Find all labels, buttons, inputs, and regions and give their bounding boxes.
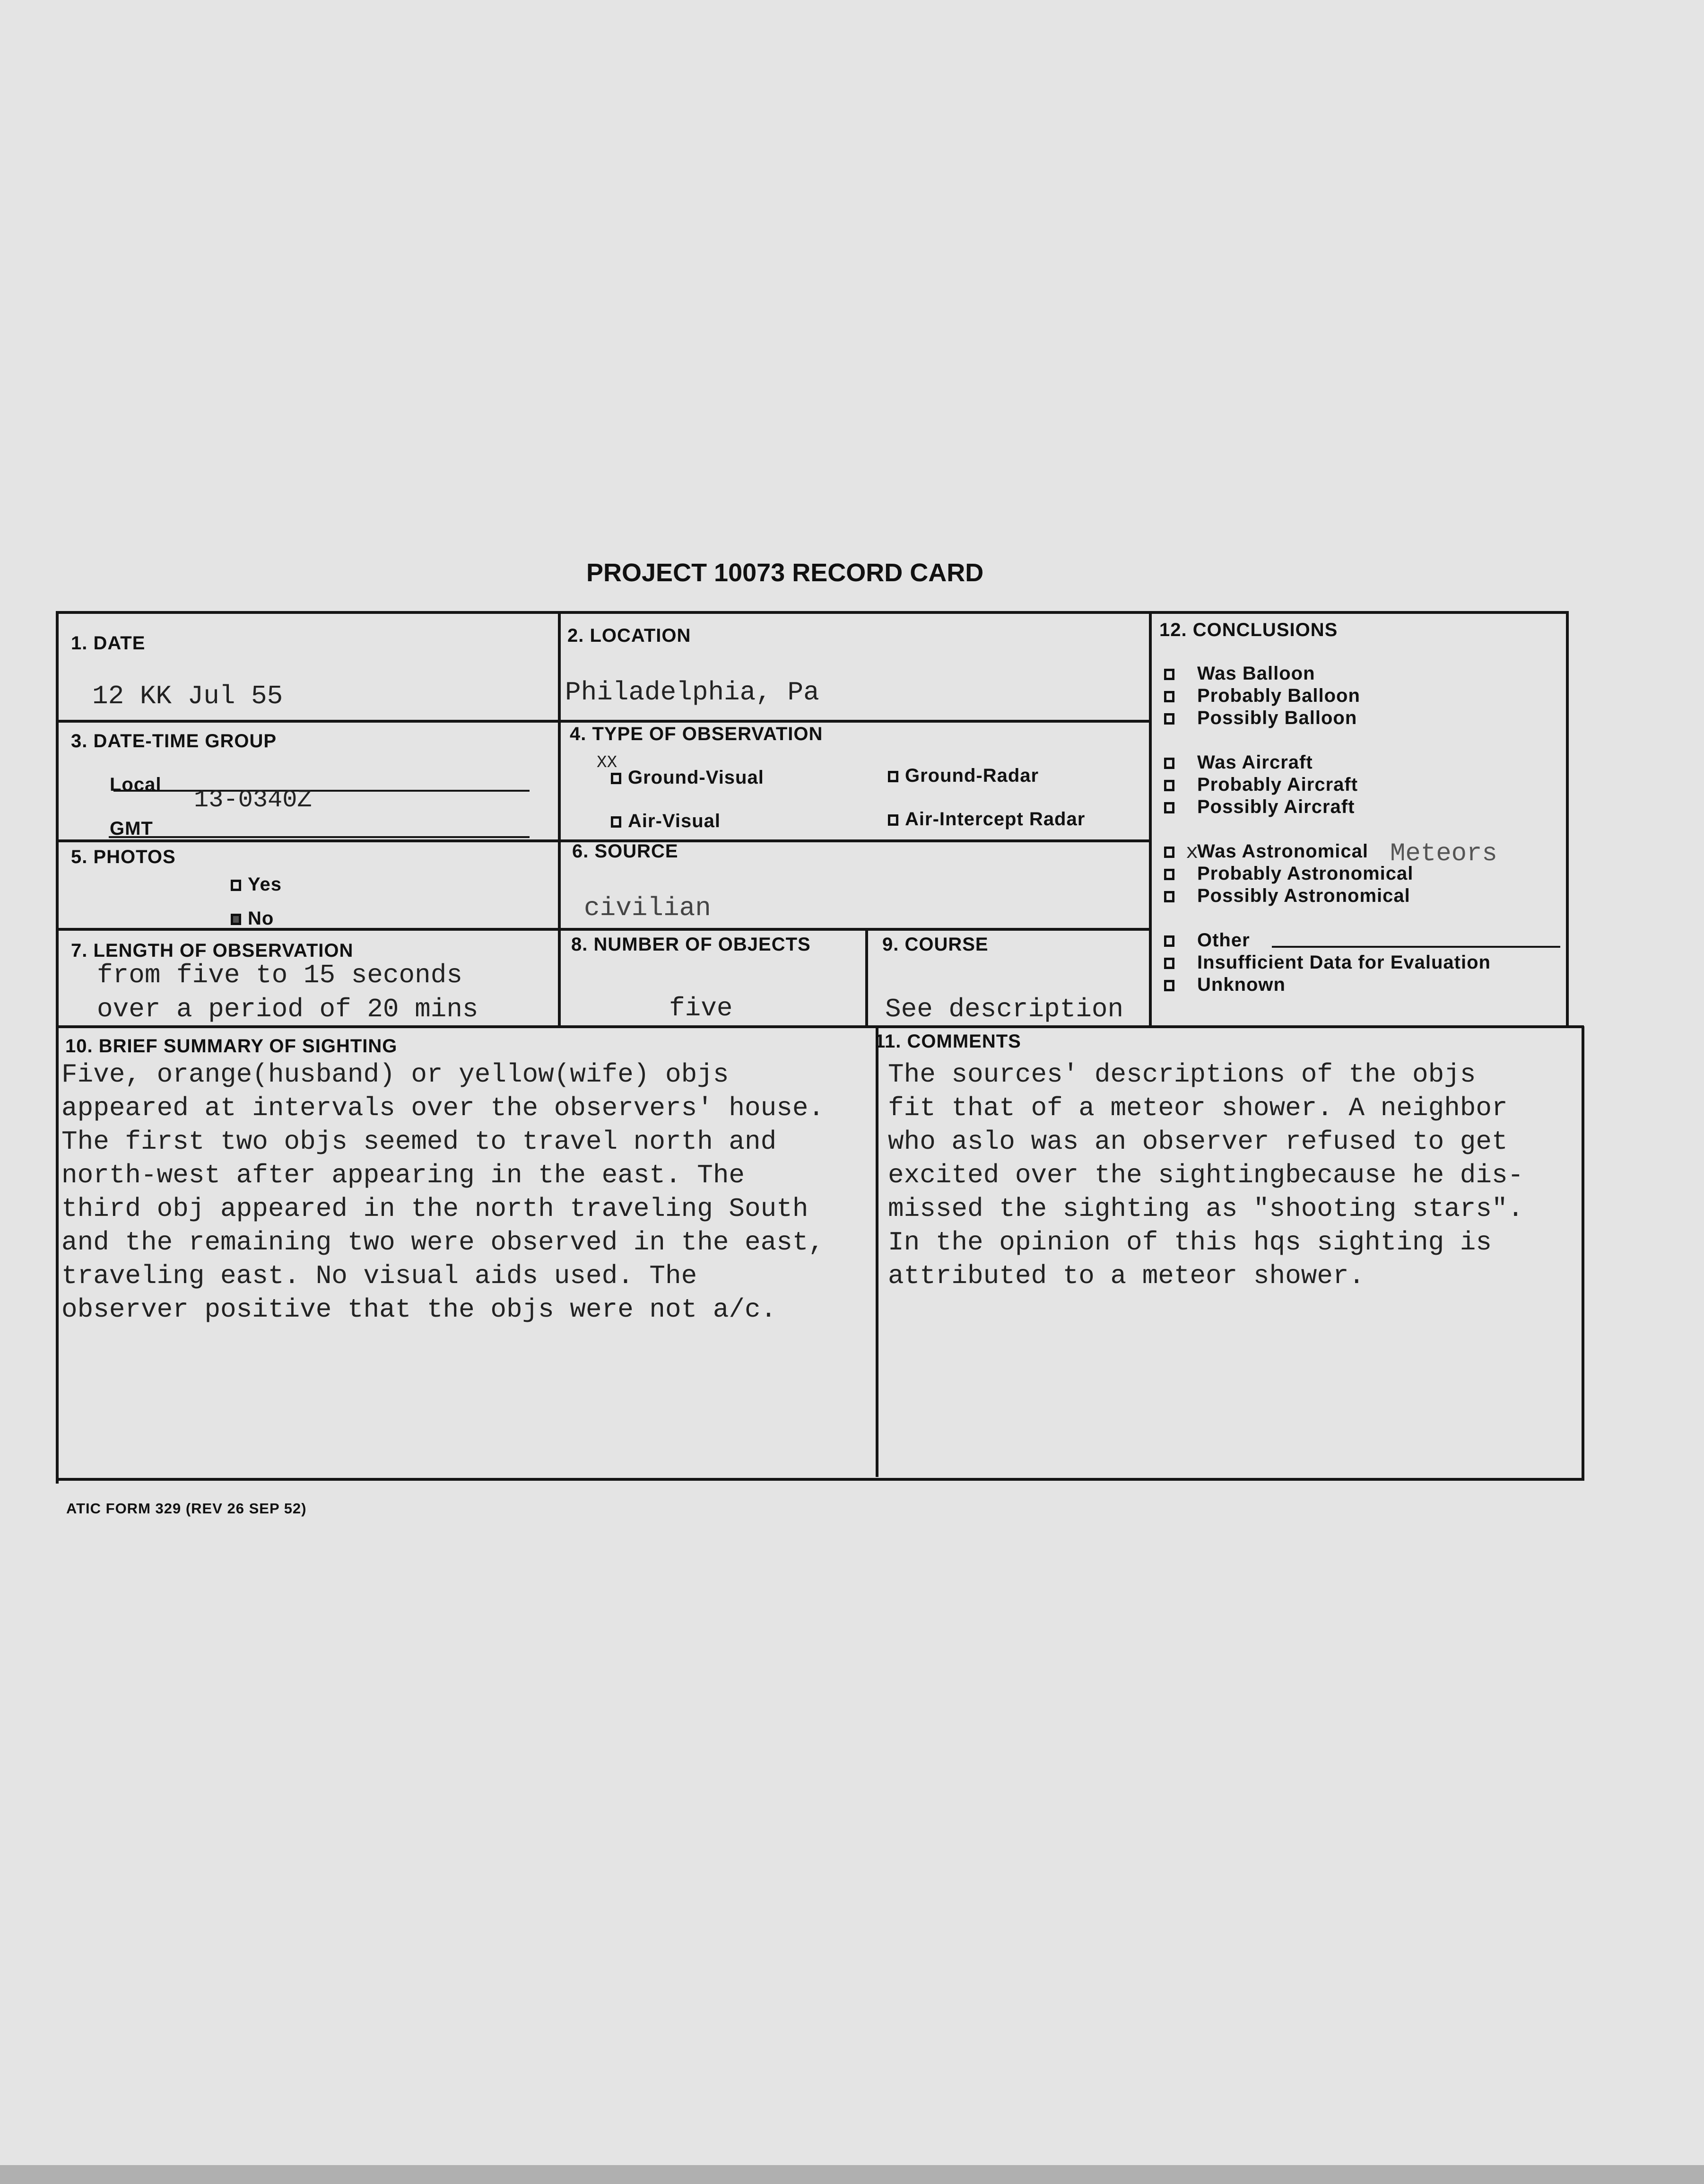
conclusion-label: Was Aircraft [1197,752,1313,773]
checkbox-icon [1164,980,1174,991]
conclusion-label: Probably Aircraft [1197,774,1358,795]
summary-label: 10. BRIEF SUMMARY OF SIGHTING [65,1036,398,1057]
conclusion-item[interactable] [1164,796,1355,818]
conclusion-item[interactable] [1164,774,1358,795]
checkbox-icon [1164,847,1174,858]
conclusion-item[interactable] [1164,863,1413,884]
length-line: over a period of 20 mins [97,994,478,1024]
checked-checkbox-icon [231,914,241,925]
conclusions-label: 12. CONCLUSIONS [1159,620,1338,640]
comments-line: missed the sighting as "shooting stars". [888,1194,1524,1224]
conclusion-item[interactable] [1164,952,1491,973]
summary-line: and the remaining two were observed in the east, [61,1227,825,1258]
comments-line: excited over the sightingbecause he dis- [888,1160,1524,1190]
checkbox-icon [888,771,898,782]
option-label: No [248,908,274,929]
card-title: PROJECT 10073 RECORD CARD [586,559,984,587]
conclusion-label: Probably Astronomical [1197,863,1414,884]
length-line: from five to 15 seconds [97,960,462,990]
conclusion-label: Possibly Astronomical [1197,885,1410,906]
conclusion-item[interactable] [1164,974,1286,996]
conclusion-check-mark: x [1186,841,1199,865]
checkbox-icon [1164,958,1174,969]
course-value: See description [885,994,1124,1024]
option-label: Air-Visual [628,811,721,831]
conclusion-label: Other [1197,930,1250,951]
checkbox-icon [1164,891,1174,902]
comments-line: attributed to a meteor shower. [888,1261,1365,1291]
conclusion-label: Probably Balloon [1197,685,1360,706]
checkbox-icon [888,814,898,826]
checkbox-icon [1164,691,1174,702]
conclusion-item[interactable] [1164,663,1315,684]
option-label: Ground-Visual [628,767,764,788]
photos-yes[interactable] [231,874,282,895]
form-number: ATIC FORM 329 (REV 26 SEP 52) [66,1500,307,1517]
gmt-label: GMT [110,818,153,839]
checkbox-icon [1164,758,1174,769]
option-air-visual[interactable] [611,811,721,832]
number-of-objects-label: 8. NUMBER OF OBJECTS [571,934,811,955]
option-air-intercept-radar[interactable] [888,809,1085,830]
date-value: 12 KK Jul 55 [92,681,283,711]
option-ground-radar[interactable] [888,765,1039,786]
conclusion-item[interactable] [1164,885,1410,907]
option-label: Yes [248,874,282,895]
comments-line: The sources' descriptions of the objs [888,1059,1476,1090]
conclusion-label: Was Balloon [1197,663,1315,684]
comments-label: 11. COMMENTS [875,1031,1021,1052]
checkbox-icon [611,816,621,828]
date-time-group-label: 3. DATE-TIME GROUP [71,731,277,751]
option-label: Air-Intercept Radar [905,809,1086,830]
date-time-group-value: 13-0340Z [194,786,312,814]
summary-line: The first two objs seemed to travel north and [61,1127,777,1157]
comments-line: who aslo was an observer refused to get [888,1127,1508,1157]
comments-line: fit that of a meteor shower. A neighbor [888,1093,1508,1123]
conclusion-label: Possibly Balloon [1197,708,1357,728]
photos-label: 5. PHOTOS [71,847,176,867]
source-value: civilian [584,893,711,923]
number-of-objects-value: five [669,993,733,1023]
summary-line: Five, orange(husband) or yellow(wife) objs [61,1059,729,1090]
source-label: 6. SOURCE [572,841,678,862]
length-label: 7. LENGTH OF OBSERVATION [71,940,354,961]
photos-no[interactable] [231,908,274,929]
summary-line: traveling east. No visual aids used. The [61,1261,697,1291]
summary-line: north-west after appearing in the east. The [61,1160,745,1190]
checkbox-icon [1164,713,1174,725]
conclusion-label: Unknown [1197,974,1286,995]
conclusion-annotation: Meteors [1390,839,1497,868]
comments-line: In the opinion of this hqs sighting is [888,1227,1492,1258]
other-underline [1272,946,1560,948]
type-of-observation-label: 4. TYPE OF OBSERVATION [570,724,823,744]
conclusion-label: Possibly Aircraft [1197,796,1355,817]
option-label: Ground-Radar [905,765,1039,786]
checkbox-icon [231,880,241,891]
conclusion-label: Insufficient Data for Evaluation [1197,952,1491,973]
conclusion-label: Was Astronomical [1197,841,1368,862]
local-label: Local [110,774,162,795]
checkbox-icon [1164,802,1174,813]
conclusion-item[interactable] [1164,752,1313,773]
checkbox-icon [611,773,621,784]
conclusion-item[interactable] [1164,708,1357,729]
option-ground-visual[interactable] [611,767,764,788]
summary-line: third obj appeared in the north traveling South [61,1194,809,1224]
summary-line: appeared at intervals over the observers' house. [61,1093,825,1123]
checkbox-icon [1164,869,1174,880]
checked-mark: XX [597,753,617,772]
location-label: 2. LOCATION [567,625,691,646]
checkbox-icon [1164,935,1174,947]
summary-line: observer positive that the objs were not a/c. [61,1294,777,1325]
conclusion-item-other[interactable] [1164,930,1250,951]
date-label: 1. DATE [71,633,146,654]
checkbox-icon [1164,669,1174,680]
conclusion-item[interactable] [1164,685,1360,707]
location-value: Philadelphia, Pa [565,677,819,708]
checkbox-icon [1164,780,1174,791]
scan-edge [0,2165,1704,2184]
course-label: 9. COURSE [882,934,989,955]
